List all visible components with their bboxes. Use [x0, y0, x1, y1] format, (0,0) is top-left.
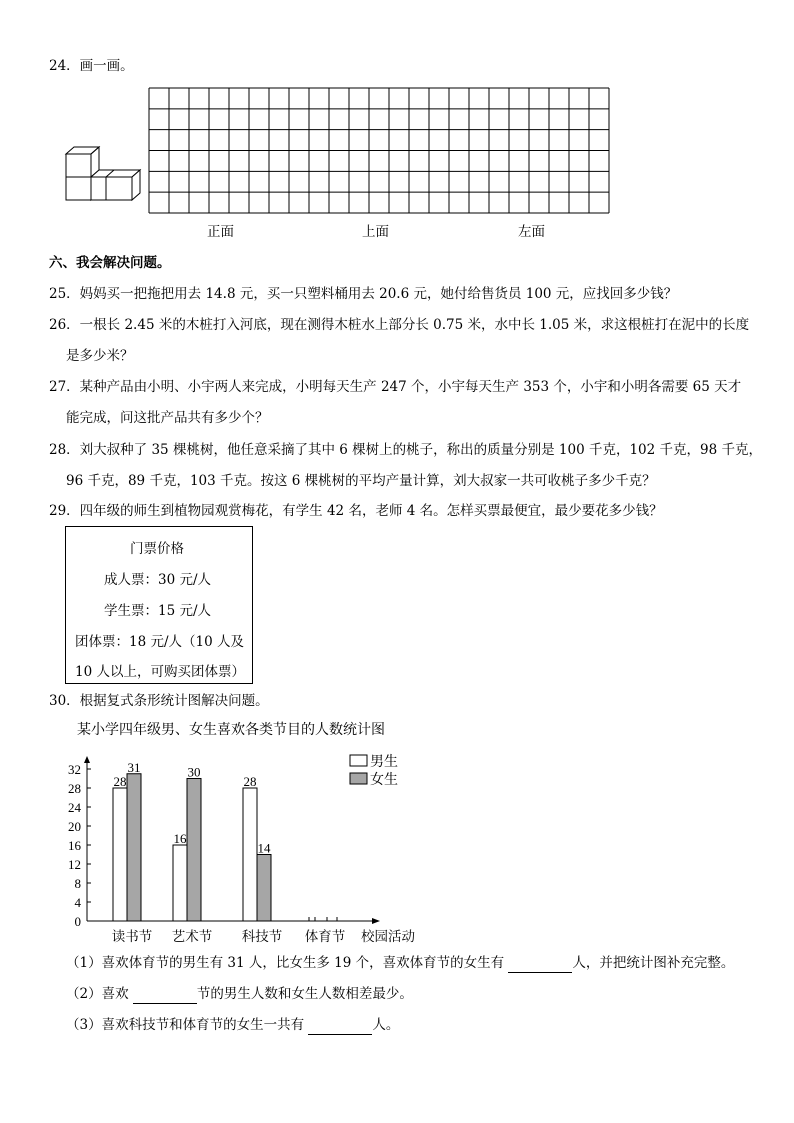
- y-tick-label: 4: [74, 895, 81, 910]
- q27-line1: 27．某种产品由小明、小宇两人来完成，小明每天生产 247 个，小宇每天生产 353 个，小宇和小明各需要 65 天才: [49, 379, 742, 395]
- x-tick-label: 读书节: [111, 929, 153, 944]
- chart-title: 某小学四年级男、女生喜欢各类节目的人数统计图: [77, 722, 385, 738]
- label-top: 上面: [362, 224, 389, 240]
- ticket-group-1: 团体票：18 元/人（10 人及: [75, 634, 244, 650]
- legend-label: 男生: [370, 755, 398, 770]
- x-tick-label: 科技节: [241, 929, 283, 944]
- section6-heading: 六、我会解决问题。: [49, 255, 171, 271]
- legend-swatch: [350, 773, 367, 784]
- q29-text: 29．四年级的师生到植物园观赏梅花，有学生 42 名，老师 4 名。怎样买票最便宜，最少要花多少钱？: [49, 503, 663, 519]
- label-front: 正面: [207, 224, 234, 240]
- x-tick-label: 校园活动: [361, 929, 415, 944]
- answer-blank-1[interactable]: [508, 954, 572, 973]
- q30-sub3-before: （3）喜欢科技节和体育节的女生一共有: [66, 1017, 305, 1033]
- q30-sub1-before: （1）喜欢体育节的男生有 31 人，比女生多 19 个，喜欢体育节的女生有: [66, 955, 505, 971]
- bar-girls: [187, 779, 201, 922]
- data-label: 28: [243, 774, 257, 789]
- legend-swatch: [350, 755, 367, 766]
- y-tick-label: 24: [68, 800, 81, 815]
- q24-label: 24．画一画。: [49, 58, 134, 74]
- y-tick-label: 32: [68, 762, 81, 777]
- q30-sub2: [66, 985, 413, 1004]
- x-tick-label: 艺术节: [171, 929, 213, 944]
- legend-label: 女生: [370, 773, 398, 788]
- ticket-title: 门票价格: [130, 541, 184, 557]
- data-label: 16: [173, 831, 187, 846]
- y-tick-label: 0: [74, 914, 81, 929]
- q30-sub2-after: 节的男生人数和女生人数相差最少。: [196, 986, 413, 1002]
- answer-blank-3[interactable]: [308, 1016, 372, 1035]
- bar-boys: [173, 845, 187, 921]
- label-left: 左面: [518, 224, 545, 240]
- q26-line1: 26．一根长 2.45 米的木桩打入河底，现在测得木桩水上部分长 0.75 米，水中长 1.05 米，求这根桩打在泥中的长度: [49, 317, 750, 333]
- y-tick-label: 20: [68, 819, 81, 834]
- q30-sub2-before: （2）喜欢: [66, 986, 129, 1002]
- answer-blank-2[interactable]: [133, 985, 197, 1004]
- q25-text: 25．妈妈买一把拖把用去 14.8 元，买一只塑料桶用去 20.6 元，她付给售货员 100 元，应找回多少钱？: [49, 286, 678, 302]
- y-tick-label: 28: [68, 781, 81, 796]
- cube-figure: [62, 142, 146, 204]
- ticket-group-2: 10 人以上，可购买团体票）: [75, 664, 245, 680]
- q30-sub3-after: 人。: [372, 1017, 400, 1033]
- data-label: 14: [257, 840, 271, 856]
- q26-line2: 是多少米？: [66, 348, 134, 364]
- drawing-grid[interactable]: [148, 87, 610, 214]
- q30-sub3: [66, 1016, 399, 1035]
- ticket-adult: 成人票：30 元/人: [104, 572, 212, 588]
- bar-boys: [113, 788, 127, 921]
- y-axis-arrow: [84, 756, 90, 763]
- ticket-price-box: [65, 526, 253, 684]
- bar-chart: [0, 745, 794, 945]
- q30-text: 30．根据复式条形统计图解决问题。: [49, 693, 269, 709]
- bar-girls: [257, 855, 271, 922]
- q28-line1: 28．刘大叔种了 35 棵桃树，他任意采摘了其中 6 棵树上的桃子，称出的质量分别是 100 千克，102 千克，98 千克，: [49, 442, 762, 458]
- y-tick-label: 8: [74, 876, 81, 891]
- x-axis-arrow: [372, 918, 380, 924]
- y-tick-label: 12: [68, 857, 81, 872]
- data-label: 31: [127, 759, 141, 775]
- q27-line2: 能完成，问这批产品共有多少个？: [66, 410, 269, 426]
- data-label: 30: [187, 764, 201, 780]
- q30-sub1-after: 人，并把统计图补充完整。: [572, 955, 735, 971]
- q30-sub1: [66, 954, 734, 973]
- data-label: 28: [113, 774, 127, 789]
- bar-girls: [127, 774, 141, 921]
- y-tick-label: 16: [68, 838, 81, 853]
- ticket-student: 学生票：15 元/人: [104, 603, 212, 619]
- q28-line2: 96 千克，89 千克，103 千克。按这 6 棵桃树的平均产量计算，刘大叔家一共可收桃子多少千克？: [66, 473, 656, 489]
- x-tick-label: 体育节: [304, 929, 346, 944]
- bar-boys: [243, 788, 257, 921]
